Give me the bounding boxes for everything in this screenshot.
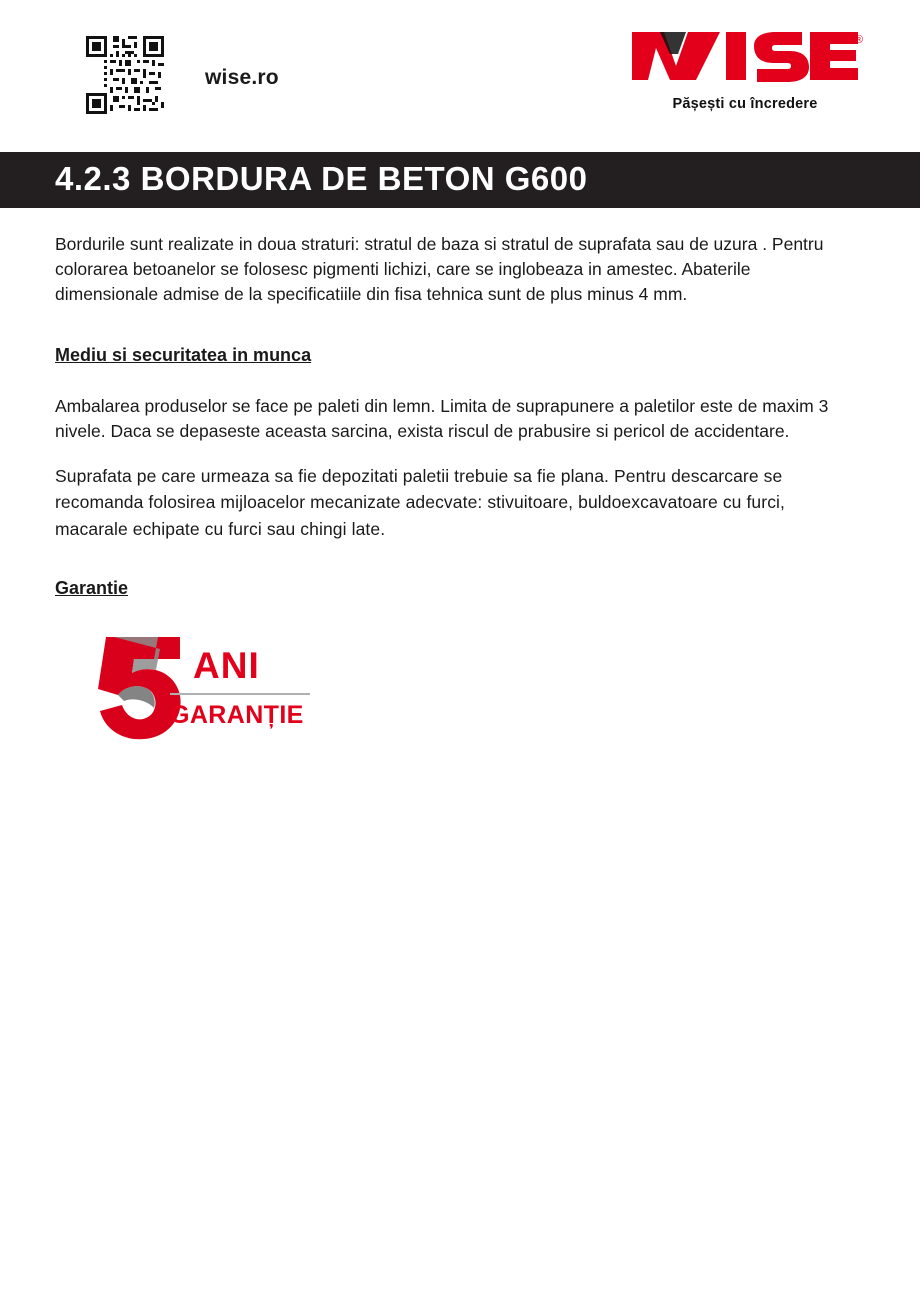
- paragraph-unloading: Suprafata pe care urmeaza sa fie depozitati paletii trebuie sa fie plana. Pentru descarcare se recomanda folosirea mijloacelor mecanizate adecvate: stivuitoare, buldoexcavatoare cu furci, macarale echipate cu furci sau chingi late.: [55, 465, 785, 539]
- page-title: 4.2.3 BORDURA DE BETON G600: [55, 160, 588, 197]
- brand-tagline: Pășești cu încredere: [672, 96, 818, 112]
- warranty-label: GARANȚIE: [170, 701, 304, 730]
- wise-logo-icon: [625, 28, 865, 84]
- spacer: [0, 366, 920, 394]
- section-environment: [0, 345, 920, 366]
- site-name: wise.ro: [205, 66, 279, 89]
- warranty-years-label: [193, 645, 260, 687]
- warranty-badge: [88, 629, 348, 749]
- document-body: [0, 232, 920, 749]
- registered-trademark-icon: ®: [854, 34, 863, 46]
- warranty-divider: [170, 693, 310, 695]
- page-title-bar: [0, 152, 920, 208]
- brand-logo-block: [625, 28, 865, 112]
- spacer: [0, 445, 920, 463]
- paragraph-packaging: Ambalarea produselor se face pe paleti din lemn. Limita de suprapunere a paletilor este de maxim 3 nivele. Daca se depaseste aceasta sarcina, exista riscul de prabusire si pericol de accidentare.: [55, 395, 829, 442]
- qr-code-icon: [86, 36, 164, 114]
- section-warranty: [0, 578, 920, 599]
- section-heading-environment: Mediu si securitatea in munca: [55, 344, 312, 365]
- page-header: [0, 0, 920, 148]
- section-heading-warranty: Garantie: [55, 578, 129, 599]
- spacer: [0, 542, 920, 578]
- warranty-unit: ANI: [193, 645, 260, 687]
- intro-paragraph: Bordurile sunt realizate in doua straturi: stratul de baza si stratul de suprafata sau de uzura . Pentru colorarea betoanelor se folosesc pigmenti lichizi, care se inglobeaza in amestec. Abaterile dimensionale admise de la specificatiile din fisa tehnica sunt de plus minus 4 mm.: [55, 234, 824, 304]
